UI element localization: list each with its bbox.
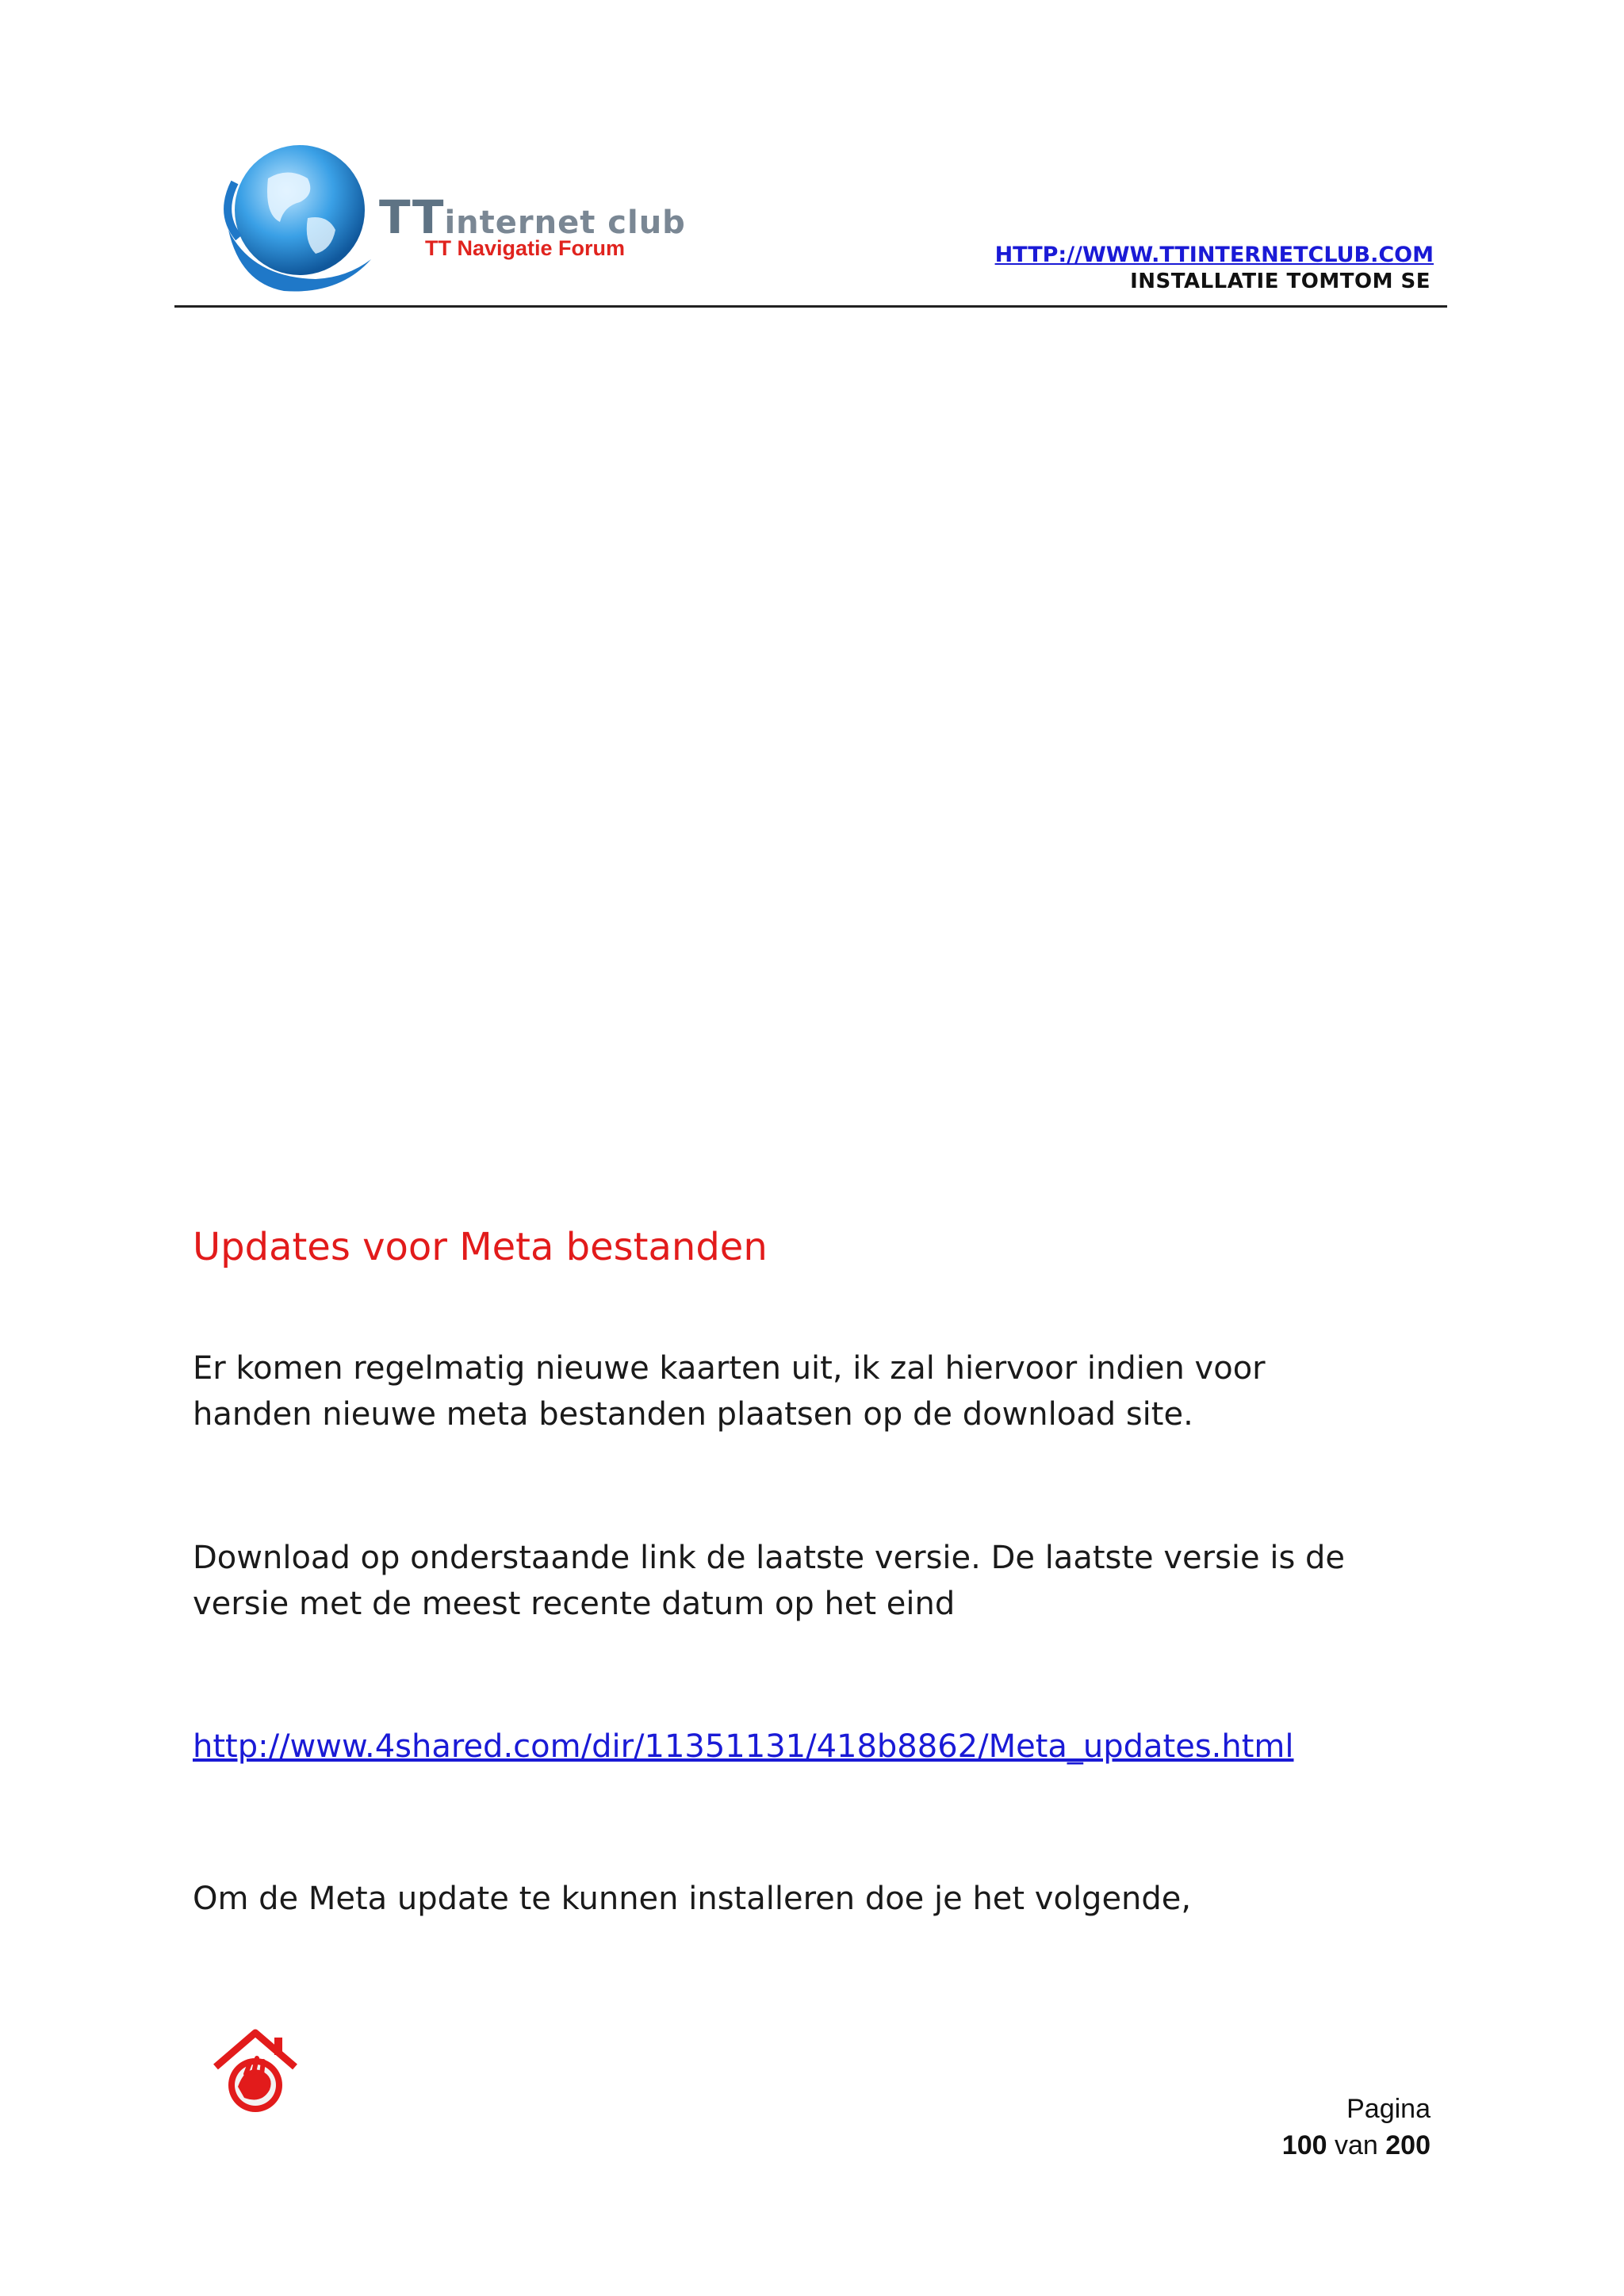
paragraph-line: handen nieuwe meta bestanden plaatsen op de download site. [193, 1396, 1193, 1433]
logo-wordmark-rest: internet club [444, 205, 686, 241]
page-number: 100 [1281, 2130, 1327, 2160]
section-heading: Updates voor Meta bestanden [193, 1225, 768, 1269]
page-label: Pagina [1346, 2094, 1431, 2124]
header-divider [174, 305, 1447, 308]
meta-updates-link[interactable]: http://www.4shared.com/dir/11351131/418b8862/Meta_updates.html [193, 1728, 1294, 1765]
logo-wordmark-tt: TT [379, 190, 445, 244]
paragraph-line: Er komen regelmatig nieuwe kaarten uit, ik zal hiervoor indien voor [193, 1350, 1266, 1387]
paragraph-intro [193, 1345, 1477, 1437]
page-total: 200 [1385, 2130, 1431, 2160]
paragraph-line: Download op onderstaande link de laatste versie. De laatste versie is de [193, 1540, 1346, 1576]
paragraph-download [193, 1535, 1477, 1627]
tomtom-home-icon [208, 2023, 303, 2118]
paragraph-line: versie met de meest recente datum op het eind [193, 1586, 956, 1622]
page-of: van [1334, 2130, 1378, 2160]
paragraph-install: Om de Meta update te kunnen installeren doe je het volgende, [193, 1881, 1192, 1917]
site-logo [213, 135, 688, 293]
globe-logo-icon [213, 135, 387, 293]
page-count [1282, 2127, 1431, 2164]
page-indicator [1282, 2091, 1431, 2164]
header-subtitle: INSTALLATIE TOMTOM SE [1130, 270, 1431, 293]
header-site-link[interactable]: HTTP://WWW.TTINTERNETCLUB.COM [994, 243, 1434, 267]
logo-tagline: TT Navigatie Forum [425, 236, 626, 260]
